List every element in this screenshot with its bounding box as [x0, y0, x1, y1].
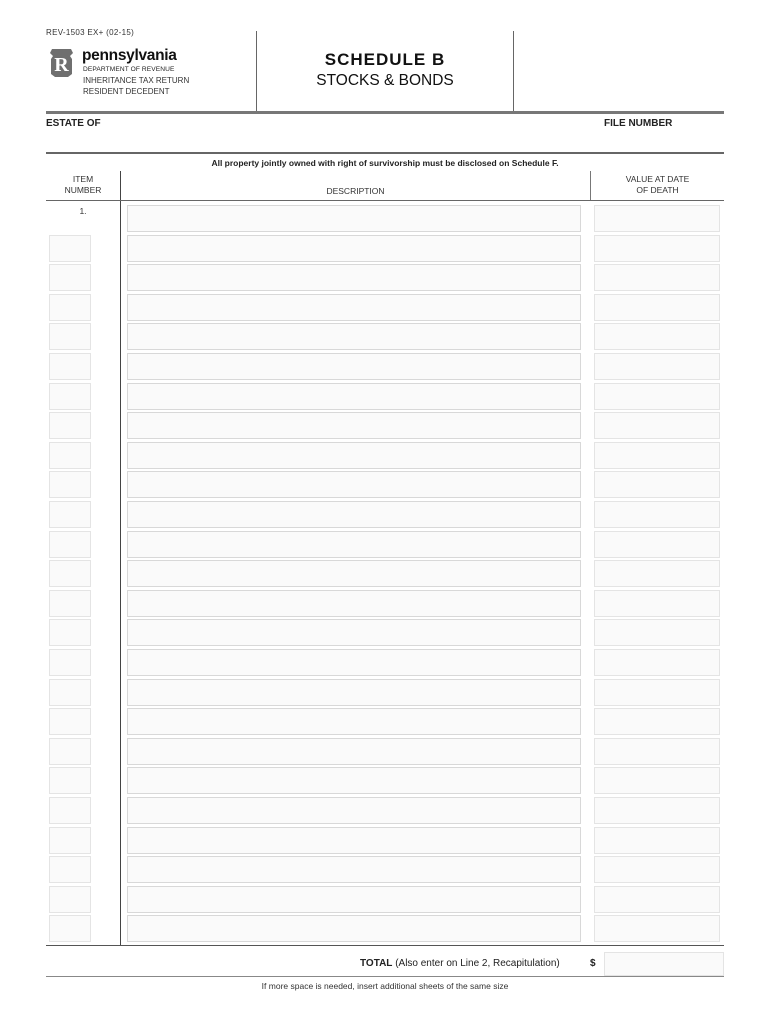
description-field[interactable] [127, 856, 581, 883]
form-code: REV-1503 EX+ (02-15) [46, 28, 135, 37]
estate-of-label: ESTATE OF [46, 118, 101, 129]
return-type-line1: INHERITANCE TAX RETURN [83, 76, 190, 85]
description-field[interactable] [127, 531, 581, 558]
item-number-field[interactable] [49, 560, 91, 587]
description-field[interactable] [127, 679, 581, 706]
agency-name: pennsylvania [82, 47, 177, 64]
description-field[interactable] [127, 708, 581, 735]
item-number-field[interactable] [49, 797, 91, 824]
item-number-field[interactable] [49, 353, 91, 380]
description-field[interactable] [127, 294, 581, 321]
value-field[interactable] [594, 767, 720, 794]
item-number-field[interactable] [49, 738, 91, 765]
file-number-label: FILE NUMBER [604, 118, 673, 129]
item-number-field[interactable] [49, 767, 91, 794]
value-field[interactable] [594, 235, 720, 262]
description-field[interactable] [127, 501, 581, 528]
value-field[interactable] [594, 560, 720, 587]
item-number-field[interactable] [49, 501, 91, 528]
value-field[interactable] [594, 619, 720, 646]
item-number-field[interactable] [49, 619, 91, 646]
column-header-value-line1: VALUE AT DATE [625, 174, 690, 184]
first-item-number: 1. [79, 206, 87, 216]
description-field[interactable] [127, 383, 581, 410]
value-field[interactable] [594, 294, 720, 321]
total-value-field[interactable] [604, 952, 724, 976]
item-number-field[interactable] [49, 827, 91, 854]
header-rule [46, 111, 724, 114]
value-field[interactable] [594, 886, 720, 913]
logo-letter: R [54, 54, 69, 76]
item-number-field[interactable] [49, 383, 91, 410]
header-divider-right [513, 31, 514, 111]
column-header-item-number [46, 174, 120, 196]
item-number-field[interactable] [49, 235, 91, 262]
value-field[interactable] [594, 797, 720, 824]
description-field[interactable] [127, 649, 581, 676]
description-field[interactable] [127, 827, 581, 854]
item-number-field[interactable] [49, 590, 91, 617]
total-note: (Also enter on Line 2, Recapitulation) [395, 958, 560, 969]
item-column-separator [120, 171, 121, 945]
keystone-r-icon [48, 47, 75, 79]
description-field[interactable] [127, 619, 581, 646]
table-top-rule [46, 152, 724, 154]
value-field[interactable] [594, 264, 720, 291]
description-field[interactable] [127, 797, 581, 824]
schedule-subtitle: STOCKS & BONDS [316, 72, 454, 89]
description-field[interactable] [127, 205, 581, 232]
department-name: DEPARTMENT OF REVENUE [83, 66, 175, 73]
description-field[interactable] [127, 767, 581, 794]
footnote: If more space is needed, insert additional sheets of the same size [261, 981, 509, 991]
value-field[interactable] [594, 738, 720, 765]
value-field[interactable] [594, 471, 720, 498]
value-field[interactable] [594, 649, 720, 676]
total-label: TOTAL [360, 958, 393, 969]
description-field[interactable] [127, 235, 581, 262]
column-header-item-line2: NUMBER [64, 185, 102, 195]
value-field[interactable] [594, 205, 720, 232]
header-bottom-rule [46, 200, 724, 201]
item-number-field[interactable] [49, 323, 91, 350]
item-number-field[interactable] [49, 856, 91, 883]
value-field[interactable] [594, 915, 720, 942]
description-field[interactable] [127, 590, 581, 617]
description-field[interactable] [127, 353, 581, 380]
table-bottom-rule [46, 945, 724, 946]
schedule-title: SCHEDULE B [324, 50, 446, 69]
return-type-line2: RESIDENT DECEDENT [83, 87, 170, 96]
value-header-separator [590, 171, 591, 201]
total-rule [46, 976, 724, 977]
column-header-value-line2: OF DEATH [636, 185, 679, 195]
description-field[interactable] [127, 738, 581, 765]
description-field[interactable] [127, 264, 581, 291]
item-number-field[interactable] [49, 471, 91, 498]
column-header-item-line1: ITEM [72, 174, 94, 184]
description-field[interactable] [127, 471, 581, 498]
item-number-field[interactable] [49, 442, 91, 469]
value-field[interactable] [594, 679, 720, 706]
value-field[interactable] [594, 353, 720, 380]
column-header-value [591, 174, 724, 196]
item-number-field[interactable] [49, 264, 91, 291]
item-number-field[interactable] [49, 294, 91, 321]
item-number-field[interactable] [49, 708, 91, 735]
value-field[interactable] [594, 531, 720, 558]
value-field[interactable] [594, 323, 720, 350]
item-number-field[interactable] [49, 679, 91, 706]
description-field[interactable] [127, 886, 581, 913]
value-field[interactable] [594, 856, 720, 883]
value-field[interactable] [594, 827, 720, 854]
header-divider-left [256, 31, 257, 111]
currency-symbol: $ [590, 958, 596, 969]
item-number-field[interactable] [49, 531, 91, 558]
description-field[interactable] [127, 442, 581, 469]
value-field[interactable] [594, 708, 720, 735]
item-number-field[interactable] [49, 412, 91, 439]
item-number-field[interactable] [49, 886, 91, 913]
value-field[interactable] [594, 501, 720, 528]
value-field[interactable] [594, 383, 720, 410]
jointly-owned-note: All property jointly owned with right of survivorship must be disclosed on Schedule F. [211, 158, 559, 168]
item-number-field[interactable] [49, 915, 91, 942]
item-number-field[interactable] [49, 649, 91, 676]
description-field[interactable] [127, 915, 581, 942]
total-line [360, 958, 560, 969]
description-field[interactable] [127, 323, 581, 350]
value-field[interactable] [594, 442, 720, 469]
value-field[interactable] [594, 590, 720, 617]
description-field[interactable] [127, 560, 581, 587]
value-field[interactable] [594, 412, 720, 439]
column-header-description: DESCRIPTION [326, 186, 385, 196]
description-field[interactable] [127, 412, 581, 439]
